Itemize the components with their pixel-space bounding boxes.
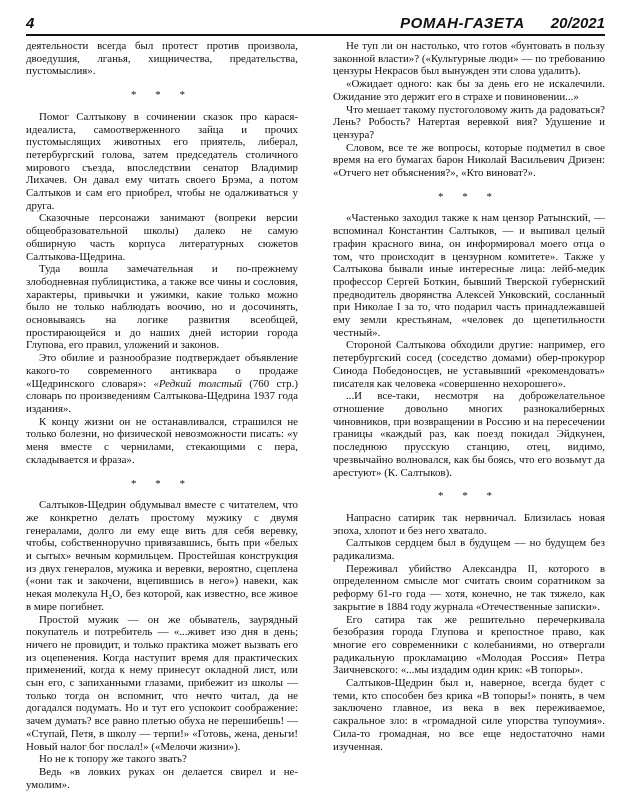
left-column [26, 40, 298, 791]
paragraph: Помог Салтыкову в сочинении сказок про карася-идеалиста, самоотверженного зайца и прочих пустомыслящих животных его приятель, либерал, петербургский голова, затем председатель столичного мирового съезда, впоследствии сенатор Владимир Лихачев. Он давал ему читать своего Брэма, а потом Салтыков и сам его приобрел, чтобы не одалживаться у друга. [26, 110, 298, 212]
paragraph: Словом, все те же вопросы, которые подметил в свое время на его бумагах барон Николай Васильевич Дризен: «Отчего нет объяснения?», «Кто виноват?». [333, 141, 605, 180]
paragraph: Но не к топору же такого звать? [39, 753, 187, 766]
magazine-title: РОМАН-ГАЗЕТА [400, 15, 525, 32]
section-divider: * * * [438, 190, 500, 203]
section-divider: * * * [131, 477, 193, 490]
section-divider: * * * [438, 490, 500, 503]
paragraph: Простой мужик — он же обыватель, заурядный покупатель и потребитель — «...живет изо дня в день; ничего не провидит, и только практика может вызвать его из оцепенения. Когда наступит время для практических применений, когда к нему принесут окладной лист, или сын его, с запиханными глазами, прибежит из школы — только тогда он вспомнит, что нечто читал, да не догадался подумать. Но и тут его успокоит соображение: зачем думать? все равно плетью обуха не перешибешь! — «Ступай, Петя, в школу — терпи!» «Готовь, жена, деньги! Новый налог бог послал!» («Мелочи жизни»). [26, 613, 298, 753]
page-number: 4 [26, 15, 35, 32]
paragraph: ...И все-таки, несмотря на доброжелательное отношение довольно многих разнокалиберных чиновников, при возвращении в Россию и на пересечении границы «каждый раз, как поезд покидал Эйдкунен, последнюю прусскую станцию, отец, видимо, чрезвычайно волновался, как бы боясь, что его возьмут да арестуют» (К. Салтыков). [333, 390, 605, 479]
right-column [333, 40, 605, 753]
paragraph: Салтыков сердцем был в будущем — но будущем без радикализма. [333, 537, 605, 563]
paragraph: Что мешает такому пустоголовому жить да радоваться? Лень? Робость? Натертая веревкой вия? Удушение и цензура? [333, 103, 605, 141]
paragraph: К концу жизни он не останавливался, страшился не только болезни, но физической невозможности писать: «у меня вместе с чернилами, стекающими с пера, складывается и фраза». [26, 415, 298, 466]
paragraph: Его сатира так же решительно перечеркивала безобразия города Глупова и крепостное право, как многие его современники с колебаниями, но отвергали радикальную прокламацию «Молодая Россия» Петра Заичневского: «...мы издадим один крик: «В топоры». [333, 613, 605, 677]
paragraph: Ведь «в ловких руках он делается свирел и не-умолим». [26, 765, 298, 791]
paragraph: Переживал убийство Александра II, которого в определенном смысле мог считать своим соратником за реформу 61-го года — хотя, конечно, не так тяжело, как закрытие в 1884 году журнала «Отечественные записки». [333, 562, 605, 613]
section-divider: * * * [131, 89, 193, 102]
paragraph: Не туп ли он настолько, что готов «бунтовать в пользу законной власти»? («Культурные люди» — по требованию цензуры Некрасов был вынужден эти слова удалить). [333, 40, 605, 78]
paragraph: «Частенько заходил также к нам цензор Ратынский, — вспоминал Константин Салтыков, — и выпивал целый графин красного вина, он информировал моего отца о том, что происходит в цензурном комитете». Также у Салтыкова бывали иные интересные лица: лейб-медик профессор Сергей Боткин, бывший Тверской губернский предводитель дворянства Алексей Унковский, сосланный при Николае I за то, что подарил часть принадлежавшей ему земли крестьянам, «человек до щепетильности честный». [333, 212, 605, 339]
paragraph: Напрасно сатирик так нервничал. Близилась новая эпоха, хлопот и без него хватало. [333, 511, 605, 537]
paragraph: Это обилие и разнообразие подтверждает объявление какого-то современного антиквара о продаже «Щедринского словаря»: «Редкий толстый (760 стр.) словарь по произведениям Салтыкова-Щедрина 1937 года издания». [26, 352, 298, 415]
paragraph: «Ожидает одного: как бы за день его не искалечили. Ожидание это держит его в страхе и повиновении...» [333, 78, 605, 103]
page-header [26, 10, 605, 36]
paragraph: Сказочные персонажи занимают (вопреки версии общеобразовательной школы) далеко не самую обширную часть корпуса литературных сюжетов Салтыкова-Щедрина. [26, 212, 298, 263]
paragraph: Салтыков-Щедрин был и, наверное, всегда будет с теми, кто способен без крика «В топоры!» понять, в чем заключено главное, из века в век переживаемое, сакральное зло: в «громадной силе упорства тупоумия». Сила-то громадная, но все еще недостаточно нами изученная. [333, 677, 605, 753]
paragraph: Туда вошла замечательная и по-прежнему злободневная публицистика, а также все чины и сословия, характеры, привычки и ужимки, какие только можно было не только наблюдать воочию, но и досочинять, основываясь на логике развития всеобщей, простирающейся и до наших дней истории города Глупова, его правил, уложений и законов. [26, 263, 298, 352]
paragraph: Салтыков-Щедрин обдумывал вместе с читателем, что же конкретно делать простому мужику с двумя генералами, долго ли ему еще вить для себя веревку, чтобы, собственноручно привязавшись, быть при «белых и сытых» вечным кормильцем. Простейшая конструкция из двух генералов, мужика и веревки, вероятно, сцеплена («они так и закочени, вцепившись в него») навеки, как некая молекула H₂O, без которой, как известно, все живое в мире погибнет. [26, 499, 298, 613]
issue-number: 20/2021 [550, 15, 605, 32]
paragraph: Стороной Салтыкова обходили другие: например, его петербургский сосед (соседство домами) обер-прокурор Синода Победоносцев, не уставывший «рекомендовать» писателя как человека «совершенно нехорошего». [333, 339, 605, 390]
paragraph: деятельности всегда был протест против произвола, двоедушия, лганья, хищничества, предательства, пустомыслия». [26, 40, 298, 78]
